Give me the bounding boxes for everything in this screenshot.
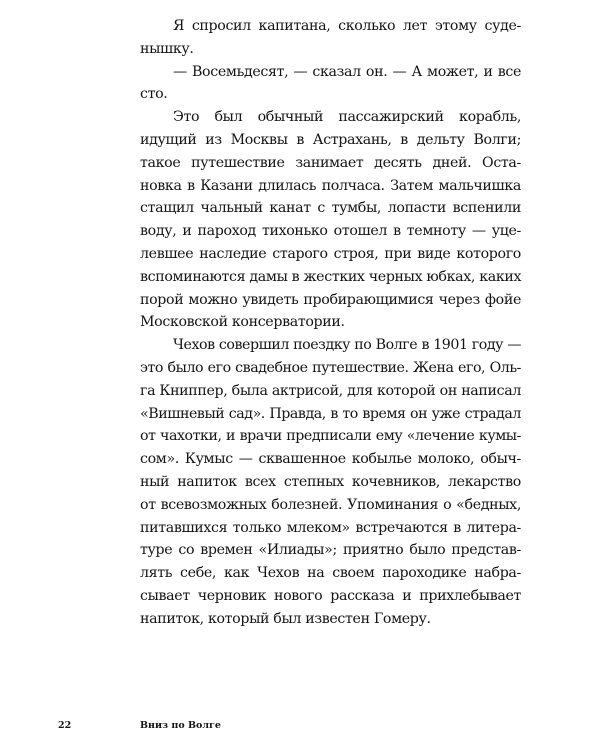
text-line: питавшихся только млеком» встречаются в литера- (140, 519, 521, 536)
paragraph (140, 15, 521, 61)
text-line: левшее наследие старого строя, при виде которого (140, 245, 521, 262)
text-line: идущий из Москвы в Астрахань, в дельту Волги; (140, 131, 521, 148)
paragraph (140, 61, 521, 107)
text-line: лять себе, как Чехов на своем пароходике набра- (140, 565, 521, 582)
text-line: — Восемьдесят, — сказал он. — А может, и все (173, 63, 521, 80)
text-line: это было его свадебное путешествие. Жена его, Оль- (140, 359, 521, 376)
text-line: напиток, который был известен Гомеру. (140, 610, 431, 627)
text-line: новка в Казани длилась полчаса. Затем мальчишка (140, 177, 521, 194)
text-line: воду, и пароход тихонько отошел в темноту — уце- (140, 223, 521, 240)
text-line: нышку. (140, 40, 194, 57)
text-line: «Вишневый сад». Правда, в то время он уже страдал (140, 405, 521, 422)
text-line: Московской консерватории. (140, 314, 345, 331)
text-line: сом». Кумыс — сквашенное кобылье молоко, обыч- (140, 451, 521, 468)
text-line: вспоминаются дамы в жестких черных юбках, каких (140, 268, 522, 285)
paragraph (140, 106, 521, 334)
text-line: Чехов совершил поездку по Волге в 1901 году — (173, 337, 521, 354)
text-line: порой можно увидеть пробирающимися через фойе (140, 291, 521, 308)
text-line: от всевозможных болезней. Упоминания о «бедных, (140, 496, 521, 513)
text-line: стащил чальный канат с тумбы, лопасти вспенили (140, 200, 521, 217)
text-line: га Книппер, была актрисой, для которой он написал (140, 382, 521, 399)
running-title: Вниз по Волге (140, 720, 221, 731)
text-line: от чахотки, и врачи предписали ему «лечение кумы- (140, 428, 521, 445)
body-text (140, 15, 521, 631)
text-line: ный напиток всех степных кочевников, лекарство (140, 473, 521, 490)
paragraph (140, 334, 521, 630)
text-line: сывает черновик нового рассказа и прихлебывает (140, 587, 521, 604)
text-line: такое путешествие занимает десять дней. Оста- (140, 154, 521, 171)
text-line: сто. (140, 86, 168, 103)
text-line: Это был обычный пассажирский корабль, (173, 109, 521, 126)
text-line: Я спросил капитана, сколько лет этому суде- (173, 18, 521, 34)
text-line: туре со времен «Илиады»; приятно было представ- (140, 542, 521, 559)
page-footer (0, 720, 600, 740)
page-number: 22 (58, 720, 72, 731)
